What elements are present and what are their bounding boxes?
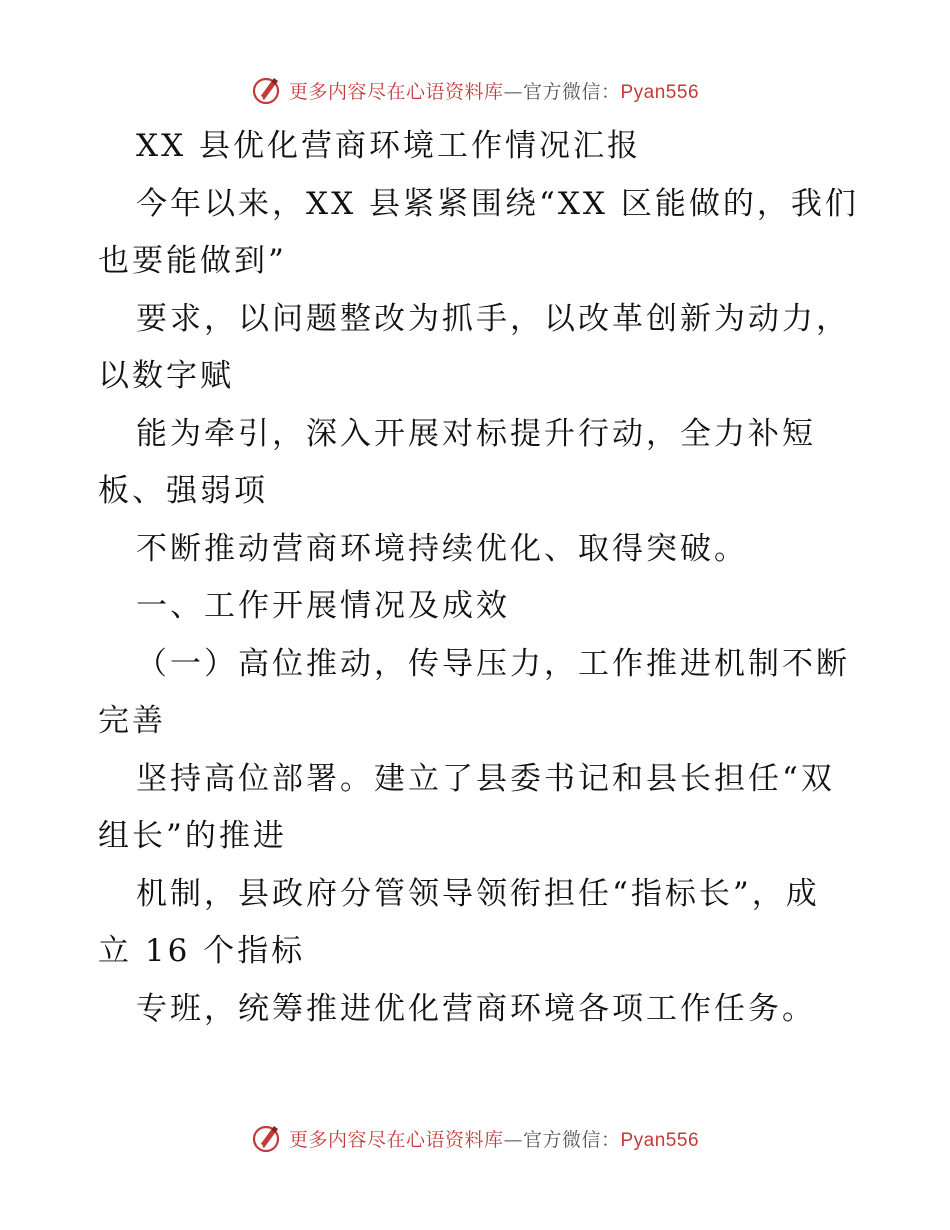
banner-text <box>289 77 699 104</box>
banner-handle: Pyan556 <box>620 1129 700 1151</box>
text-line: 今年以来，XX 县紧紧围绕“XX 区能做的，我们 <box>136 185 859 222</box>
banner-site-text: 更多内容尽在心语资料库 <box>288 80 504 103</box>
banner-label: 官方微信： <box>522 80 621 103</box>
text-line: 不断推动营商环境持续优化、取得突破。 <box>136 530 748 567</box>
text-line: 要求，以问题整改为抓手，以改革创新为动力， <box>136 300 850 337</box>
banner-text <box>289 1125 699 1152</box>
text-line: 板、强弱项 <box>98 473 268 509</box>
text-line: 组长”的推进 <box>98 818 287 854</box>
banner-label: 官方微信： <box>522 1128 621 1151</box>
pen-logo-icon <box>251 1122 283 1154</box>
text-line: XX 县优化营商环境工作情况汇报 <box>136 128 641 164</box>
text-line: 立 16 个指标 <box>98 933 306 969</box>
banner-separator: — <box>503 80 523 103</box>
header-banner <box>0 72 950 108</box>
document-body <box>98 118 858 1038</box>
text-line: 以数字赋 <box>98 358 234 394</box>
banner-separator: — <box>503 1128 523 1151</box>
text-line: 也要能做到” <box>98 243 287 279</box>
text-line: 坚持高位部署。建立了县委书记和县长担任“双 <box>136 760 835 797</box>
text-line: 机制，县政府分管领导领衔担任“指标长”，成 <box>136 875 820 912</box>
banner-handle: Pyan556 <box>620 81 700 103</box>
banner-site-text: 更多内容尽在心语资料库 <box>288 1128 504 1151</box>
text-line: 专班，统筹推进优化营商环境各项工作任务。 <box>136 990 816 1027</box>
pen-logo-icon <box>251 74 283 106</box>
brand <box>251 74 699 106</box>
footer-banner <box>0 1120 950 1156</box>
text-line: （一）高位推动，传导压力，工作推进机制不断 <box>136 645 850 682</box>
text-line: 一、工作开展情况及成效 <box>136 588 510 624</box>
text-line: 能为牵引，深入开展对标提升行动，全力补短 <box>136 415 816 452</box>
brand <box>251 1122 699 1154</box>
text-line: 完善 <box>98 703 166 739</box>
